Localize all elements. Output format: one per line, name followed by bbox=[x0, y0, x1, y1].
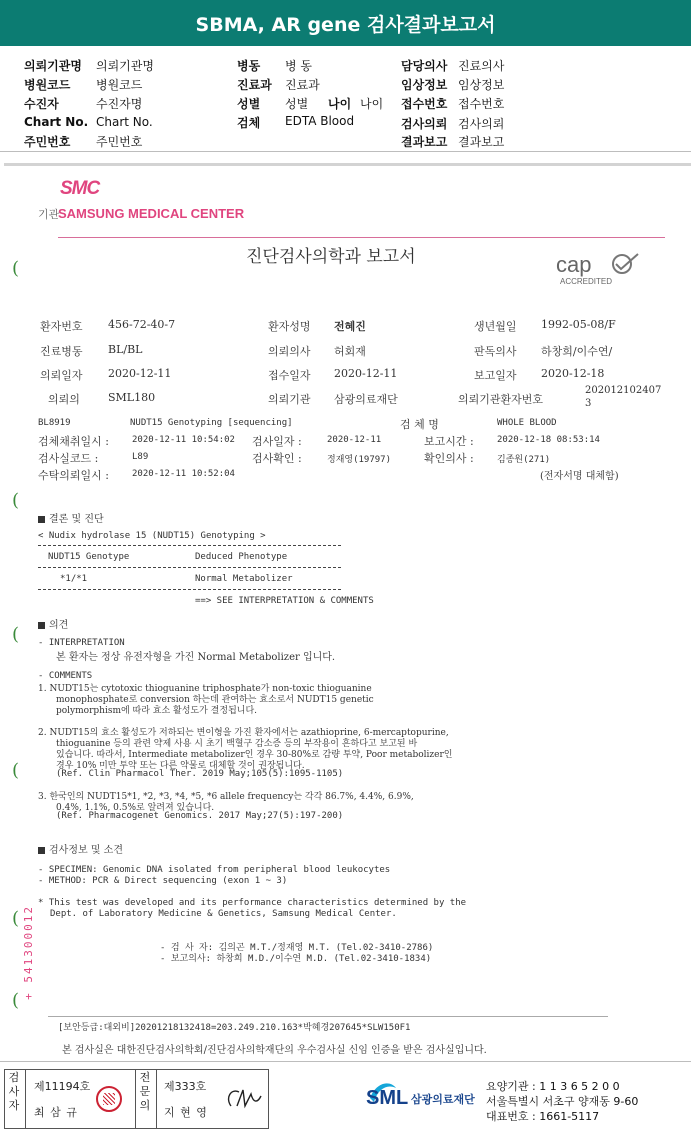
ref-doctor-label: 의뢰의 bbox=[48, 393, 80, 406]
comment-1-line-2: monophosphate로 conversion 하는데 관여하는 효소로서 NUDT15 genetic bbox=[56, 695, 374, 705]
patient-value: 수진자명 bbox=[96, 97, 143, 111]
specimen-label: 검체 bbox=[237, 116, 261, 130]
comment-2-line-3: 있습니다. 따라서, Intermediate metabolizer인 경우 30-80%로 감량 투약, Poor metabolizer인 bbox=[56, 750, 453, 760]
test-code: BL8919 bbox=[38, 418, 71, 428]
ref-inst-value: 삼광의료재단 bbox=[334, 393, 398, 406]
report-date-label: 보고일자 bbox=[474, 369, 517, 382]
developed-note-line-1: * This test was developed and its performance characteristics determined by the bbox=[38, 898, 467, 908]
ward-value: 병 동 bbox=[285, 59, 312, 73]
certification-note: 본 검사실은 대한진단검사의학회/진단검사의학재단의 우수검사실 신임 인증을 받은 검사실입니다. bbox=[62, 1045, 487, 1056]
patient-name-value: 전혜진 bbox=[334, 320, 366, 333]
smc-center-name: SAMSUNG MEDICAL CENTER bbox=[58, 206, 245, 221]
test-date-label: 검사일자 : bbox=[252, 435, 302, 448]
table-rule-bottom bbox=[38, 589, 341, 590]
lab-code-value: L89 bbox=[132, 452, 149, 462]
ref-patient-no-value-cont: 3 bbox=[585, 398, 592, 409]
comment-3-ref: (Ref. Pharmacogenet Genomics. 2017 May;27(5):197-200) bbox=[56, 811, 344, 821]
box-divider bbox=[156, 1070, 157, 1128]
comment-2-line-2: thioguanine 등의 관련 약제 사용 시 초기 백혈구 감소증 등의 부작용이 흔하다고 보고된 바 bbox=[56, 739, 418, 749]
result-report-value: 결과보고 bbox=[458, 135, 505, 149]
clinical-info-label: 임상정보 bbox=[401, 78, 448, 92]
ward-label: 병동 bbox=[237, 59, 261, 73]
interpretation-heading: - INTERPRETATION bbox=[38, 638, 125, 648]
department-label: 진료과 bbox=[237, 78, 272, 92]
org-phone: 대표번호 : 1661-5117 bbox=[486, 1110, 600, 1123]
department-value: 진료과 bbox=[285, 78, 320, 92]
req-date-value: 2020-12-11 bbox=[108, 367, 172, 380]
interpretation-text: 본 환자는 정상 유전자형을 가진 Normal Metabolizer 입니다. bbox=[56, 652, 336, 663]
table-rule-mid bbox=[38, 567, 341, 568]
comment-2-line-4: 경우 10% 미만 투약 또는 다른 약물로 대체할 것이 권장됩니다. bbox=[56, 761, 305, 771]
req-date-label: 의뢰일자 bbox=[40, 369, 83, 382]
specialist-label: 전문의 bbox=[139, 1071, 151, 1112]
table-rule-top bbox=[38, 545, 341, 546]
hospital-code-value: 병원코드 bbox=[96, 78, 143, 92]
specimen-name-label: 검 체 명 bbox=[400, 418, 439, 431]
esign-note: (전자서명 대체함) bbox=[540, 471, 619, 482]
ward-info-label: 진료병동 bbox=[40, 345, 83, 358]
specialist-name: 지 현 영 bbox=[164, 1106, 208, 1119]
reporter-line: - 보고의사: 하창희 M.D./이수연 M.D. (Tel.02-3410-1834) bbox=[160, 954, 432, 964]
ref-doctor-value: SML180 bbox=[108, 391, 156, 404]
doctor-value: 진료의사 bbox=[458, 59, 505, 73]
age-label: 나이 bbox=[328, 97, 352, 111]
test-confirm-label: 검사확인 : bbox=[252, 452, 302, 465]
specialist-signature-icon bbox=[223, 1084, 263, 1114]
comment-2-line-1: 2. NUDT15의 효소 활성도가 저하되는 변이형을 가진 환자에서는 azathioprine, 6-mercaptopurine, bbox=[38, 728, 449, 738]
consign-time-label: 수탁의뢰일시 : bbox=[38, 469, 109, 482]
genotype-col-header: NUDT15 Genotype bbox=[48, 552, 130, 562]
confirm-doctor-label: 확인의사 : bbox=[424, 452, 474, 465]
receipt-no-value: 접수번호 bbox=[458, 97, 505, 111]
hospital-name-row: 의뢰기관명 bbox=[24, 59, 82, 73]
ref-patient-no-value: 202012102407 bbox=[585, 385, 662, 396]
specimen-barcode-label: + 541300012 bbox=[22, 905, 35, 1000]
sex-value: 성별 bbox=[285, 97, 309, 111]
header-divider bbox=[0, 151, 691, 152]
developed-note-line-2: Dept. of Laboratory Medicine & Genetics, Samsung Medical Center. bbox=[50, 909, 397, 919]
interp-doctor-value: 하창희/이수연/ bbox=[541, 345, 613, 358]
hospital-name-value: 의뢰기관명 bbox=[96, 59, 154, 73]
report-left-fragment: 기관 bbox=[38, 208, 60, 221]
sex-label: 성별 bbox=[237, 97, 261, 111]
cap-accredited-logo bbox=[556, 252, 644, 290]
result-report-label: 결과보고 bbox=[401, 135, 448, 149]
signature-box bbox=[4, 1069, 269, 1129]
receipt-no-label: 접수번호 bbox=[401, 97, 448, 111]
chart-no-value: Chart No. bbox=[96, 115, 153, 129]
care-institution-no: 요양기관 : 1 1 3 6 5 2 0 0 bbox=[486, 1080, 620, 1093]
comments-heading: - COMMENTS bbox=[38, 671, 93, 681]
binder-mark: ( bbox=[12, 490, 20, 511]
smc-logo: SMC bbox=[60, 178, 100, 199]
specimen-name-value: WHOLE BLOOD bbox=[497, 418, 557, 428]
inspector-license-no: 제11194호 bbox=[34, 1080, 91, 1093]
collect-time-label: 검체채취일시 : bbox=[38, 435, 109, 448]
sml-logo-text: SML bbox=[366, 1087, 409, 1109]
phenotype-value: Normal Metabolizer bbox=[195, 574, 293, 584]
report-title-rule bbox=[58, 237, 665, 238]
inspector-label: 검사자 bbox=[8, 1071, 20, 1112]
security-level: [보안등급:대외비]20201218132418=203.249.210.163*박혜경207645*SLW150F1 bbox=[58, 1023, 411, 1033]
phenotype-col-header: Deduced Phenotype bbox=[195, 552, 288, 562]
footer-divider bbox=[0, 1061, 691, 1062]
cap-sub: ACCREDITED bbox=[560, 277, 613, 286]
clinical-info-value: 임상정보 bbox=[458, 78, 505, 92]
test-name: NUDT15 Genotyping [sequencing] bbox=[130, 418, 293, 428]
opinion-section-heading: 의견 bbox=[38, 616, 68, 631]
tester-line: - 검 사 자: 김의곤 M.T./정재영 M.T. (Tel.02-3410-2786) bbox=[160, 943, 434, 953]
req-doctor-value: 허회재 bbox=[334, 345, 366, 358]
comment-3-line-1: 3. 한국인의 NUDT15*1, *2, *3, *4, *5, *6 allele frequency는 각각 86.7%, 4.4%, 6.9%, bbox=[38, 792, 414, 802]
report-title: SBMA, AR gene 검사결과보고서 bbox=[195, 14, 496, 36]
chart-no-label: Chart No. bbox=[24, 115, 89, 129]
request-value: 검사의뢰 bbox=[458, 117, 505, 131]
confirm-doctor-value: 김종원(271) bbox=[497, 455, 551, 465]
section-bullet-icon bbox=[38, 847, 45, 854]
binder-mark: ( bbox=[12, 908, 20, 929]
doctor-label: 담당의사 bbox=[401, 59, 448, 73]
scan-top-border bbox=[4, 163, 691, 166]
report-time-value: 2020-12-18 08:53:14 bbox=[497, 435, 600, 445]
section-bullet-icon bbox=[38, 516, 45, 523]
binder-mark: ( bbox=[12, 760, 20, 781]
see-interpretation-note: ==> SEE INTERPRETATION & COMMENTS bbox=[195, 596, 374, 606]
ref-patient-no-label: 의뢰기관환자번호 bbox=[458, 393, 544, 406]
recv-date-value: 2020-12-11 bbox=[334, 367, 398, 380]
cap-check-icon bbox=[610, 252, 640, 274]
footer-rule bbox=[48, 1016, 608, 1017]
comment-3-line-2: 0.4%, 1.1%, 0.5%로 알려져 있습니다. bbox=[56, 803, 215, 813]
recv-date-label: 접수일자 bbox=[268, 369, 311, 382]
inspector-seal-icon bbox=[96, 1086, 122, 1112]
report-date-value: 2020-12-18 bbox=[541, 367, 605, 380]
ward-info-value: BL/BL bbox=[108, 343, 143, 356]
request-label: 검사의뢰 bbox=[401, 117, 448, 131]
result-heading: < Nudix hydrolase 15 (NUDT15) Genotyping > bbox=[38, 531, 266, 541]
comment-2-ref: (Ref. Clin Pharmacol Ther. 2019 May;105(5):1095-1105) bbox=[56, 769, 344, 779]
ref-inst-label: 의뢰기관 bbox=[268, 393, 311, 406]
collect-time-value: 2020-12-11 10:54:02 bbox=[132, 435, 235, 445]
org-address: 서울특별시 서초구 양재동 9-60 bbox=[486, 1095, 639, 1108]
binder-mark: ( bbox=[12, 624, 20, 645]
scan-report-title: 진단검사의학과 보고서 bbox=[246, 247, 416, 267]
dob-value: 1992-05-08/F bbox=[541, 318, 616, 331]
method-line: - METHOD: PCR & Direct sequencing (exon 1 ~ 3) bbox=[38, 876, 288, 886]
dob-label: 생년월일 bbox=[474, 320, 517, 333]
specialist-license-no: 제333호 bbox=[164, 1080, 207, 1093]
resident-no-label: 주민번호 bbox=[24, 135, 71, 149]
binder-mark: ( bbox=[12, 258, 20, 279]
patient-label: 수진자 bbox=[24, 97, 59, 111]
req-doctor-label: 의뢰의사 bbox=[268, 345, 311, 358]
age-value: 나이 bbox=[360, 97, 384, 111]
result-section-heading: 결론 및 진단 bbox=[38, 510, 104, 525]
interp-doctor-label: 판독의사 bbox=[474, 345, 517, 358]
genotype-value: *1/*1 bbox=[60, 574, 88, 584]
inspector-name: 최 삼 규 bbox=[34, 1106, 78, 1119]
sml-org-name: 삼광의료재단 bbox=[411, 1094, 475, 1106]
patient-name-label: 환자성명 bbox=[268, 320, 311, 333]
cap-wordmark: cap bbox=[556, 252, 592, 277]
test-info-section-heading: 검사정보 및 소견 bbox=[38, 841, 123, 856]
consign-time-value: 2020-12-11 10:52:04 bbox=[132, 469, 235, 479]
section-bullet-icon bbox=[38, 622, 45, 629]
test-confirm-value: 정재영(19797) bbox=[327, 455, 392, 465]
specimen-value: EDTA Blood bbox=[285, 114, 355, 128]
resident-no-value: 주민번호 bbox=[96, 135, 143, 149]
box-divider bbox=[25, 1070, 26, 1128]
hospital-code-label: 병원코드 bbox=[24, 78, 71, 92]
comment-1-line-1: 1. NUDT15는 cytotoxic thioguanine triphosphate가 non-toxic thioguanine bbox=[38, 684, 372, 694]
comment-1-line-3: polymorphism에 따라 효소 활성도가 결정됩니다. bbox=[56, 706, 258, 716]
test-date-value: 2020-12-11 bbox=[327, 435, 382, 445]
report-time-label: 보고시간 : bbox=[424, 435, 474, 448]
specimen-line: - SPECIMEN: Genomic DNA isolated from peripheral blood leukocytes bbox=[38, 865, 391, 875]
patient-no-value: 456-72-40-7 bbox=[108, 318, 176, 331]
patient-no-label: 환자번호 bbox=[40, 320, 83, 333]
lab-code-label: 검사실코드 : bbox=[38, 452, 99, 465]
binder-mark: ( bbox=[12, 990, 20, 1011]
